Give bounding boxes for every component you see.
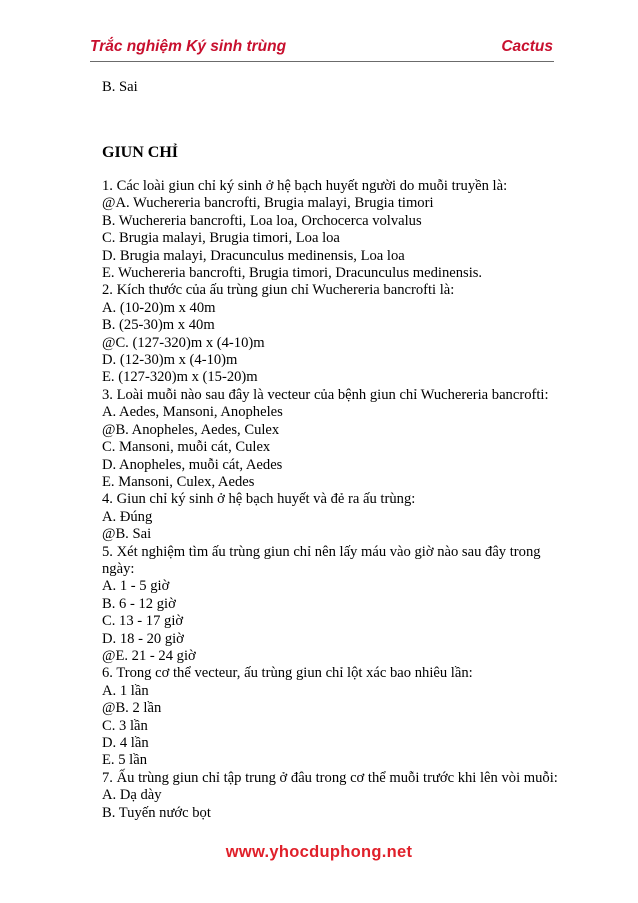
text-line: A. 1 - 5 giờ [102,578,170,595]
text-line: A. 1 lần [102,682,149,699]
text-line: 7. Ấu trùng giun chỉ tập trung ở đâu trong cơ thể muỗi trước khi lên vòi muỗi: [102,769,558,786]
text-line: 6. Trong cơ thể vecteur, ấu trùng giun chỉ lột xác bao nhiêu lần: [102,665,473,682]
page-header [90,38,553,60]
text-line: C. Brugia malayi, Brugia timori, Loa loa [102,230,340,247]
text-line: D. 18 - 20 giờ [102,630,184,647]
text-line: E. Mansoni, Culex, Aedes [102,473,255,490]
question-list [102,178,582,822]
text-line: E. 5 lần [102,752,147,769]
text-line: 5. Xét nghiệm tìm ấu trùng giun chỉ nên lấy máu vào giờ nào sau đây trong [102,543,541,560]
text-line: @B. Sai [102,526,152,543]
text-line: D. Anopheles, muỗi cát, Aedes [102,456,283,473]
header-divider [90,61,554,62]
text-line: 4. Giun chỉ ký sinh ở hệ bạch huyết và đẻ ra ấu trùng: [102,491,416,508]
text-line: A. Dạ dày [102,787,162,804]
text-line: B. (25-30)m x 40m [102,317,215,334]
text-line: C. 13 - 17 giờ [102,613,184,630]
text-line: A. Đúng [102,508,153,525]
text-line: E. Wuchereria bancrofti, Brugia timori, Dracunculus medinensis. [102,265,483,282]
author-brand: Cactus [501,38,553,55]
text-line: A. (10-20)m x 40m [102,299,216,316]
text-line: B. 6 - 12 giờ [102,595,176,612]
text-line: @B. Anopheles, Aedes, Culex [102,421,280,438]
text-line: @C. (127-320)m x (4-10)m [102,334,265,351]
text-line: 3. Loài muỗi nào sau đây là vecteur của bệnh giun chỉ Wuchereria bancrofti: [102,386,549,403]
text-line: A. Aedes, Mansoni, Anopheles [102,404,283,421]
text-line: @E. 21 - 24 giờ [102,647,196,664]
text-line: ngày: [102,560,135,577]
text-line: B. Tuyến nước bọt [102,804,211,821]
text-line: E. (127-320)m x (15-20)m [102,369,258,386]
text-line: @B. 2 lần [102,700,162,717]
previous-answer-line: B. Sai [102,79,138,95]
text-line: C. Mansoni, muỗi cát, Culex [102,439,271,456]
text-line: D. (12-30)m x (4-10)m [102,352,238,369]
text-line: C. 3 lần [102,717,148,734]
text-line: @A. Wuchereria bancrofti, Brugia malayi, Brugia timori [102,195,434,212]
text-line: 1. Các loài giun chỉ ký sinh ở hệ bạch huyết người do muỗi truyền là: [102,178,508,194]
document-title: Trắc nghiệm Ký sinh trùng [90,38,287,55]
text-line: 2. Kích thước của ấu trùng giun chỉ Wuchereria bancrofti là: [102,282,455,299]
website-footer-link[interactable]: www.yhocduphong.net [225,843,413,861]
text-line: D. 4 lần [102,735,149,751]
text-line: B. Wuchereria bancrofti, Loa loa, Orchocerca volvalus [102,212,422,229]
text-line: D. Brugia malayi, Dracunculus medinensis, Loa loa [102,247,405,264]
section-heading: GIUN CHỈ [102,144,179,161]
